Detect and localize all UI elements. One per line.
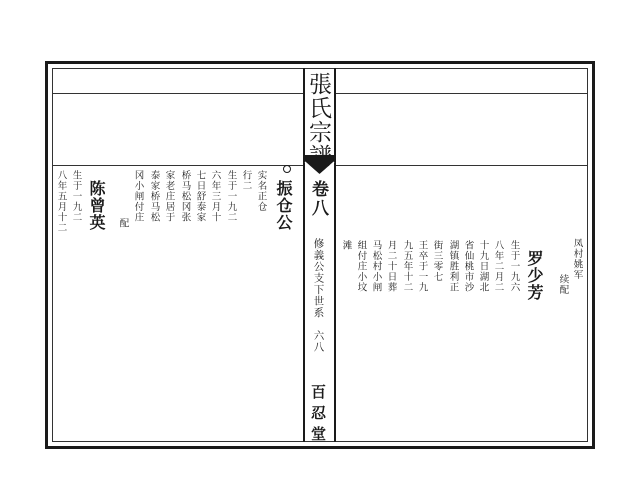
right-entry-col-4: 八年二月二 (492, 240, 504, 293)
right-entry-col-13: 组付庄小坟 (355, 240, 367, 293)
right-entry-col-1: 凤村姚军 (571, 238, 583, 280)
right-entry-col-8: 街三零七 (431, 240, 443, 282)
left-person-name: 振仓公 (274, 180, 293, 231)
left-entry-col-10: 配 (117, 218, 129, 229)
left-entry-col-1: 实名正仓 (255, 170, 267, 212)
left-spouse-name: 陈曾英 (87, 180, 106, 231)
left-spouse-col-1: 生于一九二 (70, 170, 82, 223)
right-entry-col-14: 滩 (340, 240, 352, 251)
right-spouse-name: 罗少芳 (525, 250, 544, 301)
left-entry-col-3: 生于一九二 (225, 170, 237, 223)
left-header-rule (52, 93, 303, 94)
spine-title: 張氏宗譜 (305, 72, 331, 168)
spine-hall-name: 百忍堂 (309, 384, 327, 447)
right-entry-col-10: 九五年十二 (401, 240, 413, 293)
right-entry-col-6: 省仙桃市沙 (462, 240, 474, 293)
right-entry-col-3: 生于一九六 (508, 240, 520, 293)
left-entry-col-4: 六年三月十 (209, 170, 221, 223)
spine-right-rule (334, 68, 336, 442)
right-entry-col-2: 续配 (557, 274, 569, 295)
left-entry-col-6: 桥马松冈张 (179, 170, 191, 223)
left-generation-rule (52, 165, 303, 166)
right-entry-col-9: 王卒于一九 (416, 240, 428, 293)
right-entry-col-12: 马松村小闸 (370, 240, 382, 293)
left-entry-col-2: 行二 (240, 170, 252, 191)
left-entry-col-5: 七日舒泰家 (194, 170, 206, 223)
left-entry-col-9: 冈小闸付庄 (132, 170, 144, 223)
right-entry-col-11: 月二十日葬 (385, 240, 397, 293)
spine-volume: 卷八 (308, 180, 328, 218)
right-entry-col-7: 湖镇胜利正 (447, 240, 459, 293)
right-header-rule (336, 93, 588, 94)
left-spouse-col-2: 八年五月十二 (55, 170, 67, 233)
left-entry-col-7: 家老庄居于 (163, 170, 175, 223)
left-entry-col-8: 泰家桥马松 (148, 170, 160, 223)
generation-circle-marker (283, 165, 291, 173)
right-generation-rule (336, 165, 588, 166)
spine-subtitle: 修義公支下世系 六八 (312, 238, 325, 353)
right-entry-col-5: 十九日湖北 (477, 240, 489, 293)
